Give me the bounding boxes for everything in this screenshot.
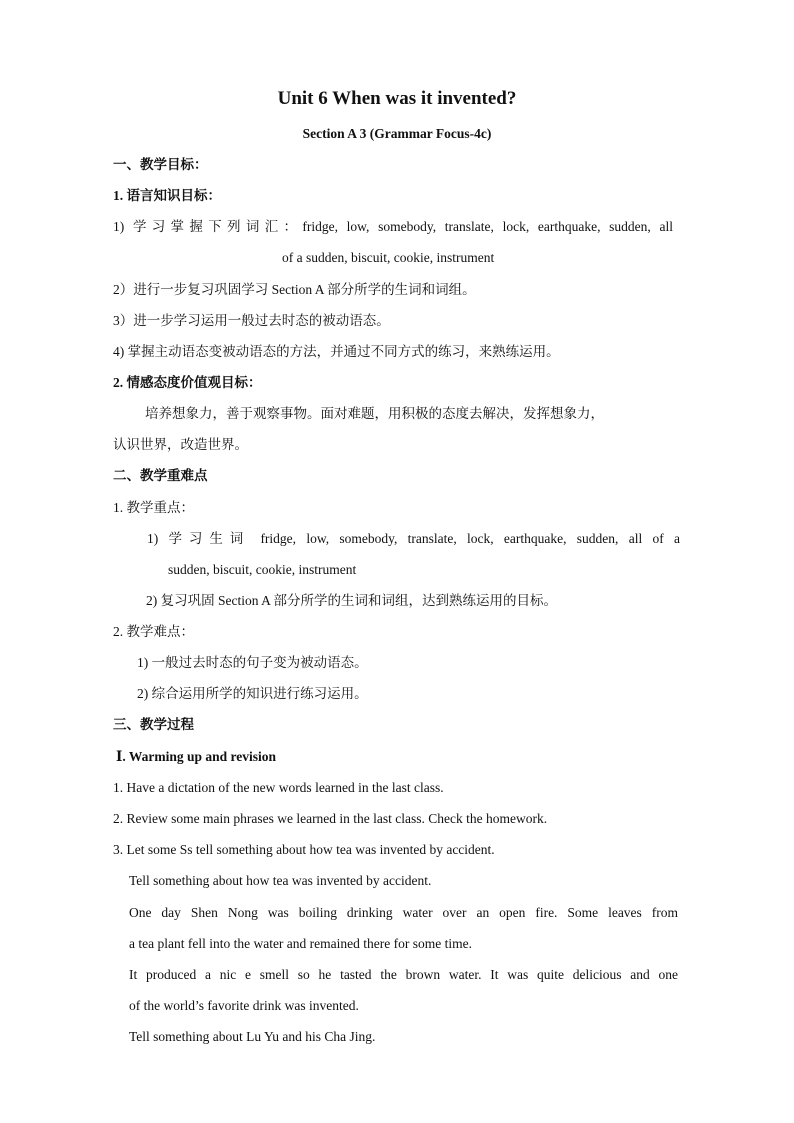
story-line-4: of the world’s favorite drink was invented. — [129, 998, 359, 1013]
heading-objectives: 一、教学目标： — [113, 157, 208, 172]
document-title: Unit 6 When was it invented? — [277, 88, 517, 109]
focus-item-2: 2) 复习巩固 Section A 部分所学的生词和词组，达到熟练运用的目标。 — [146, 593, 557, 608]
heading-process: 三、教学过程 — [113, 717, 194, 732]
heading-warming: Ⅰ. Warming up and revision — [116, 749, 276, 764]
process-step-1: 1. Have a dictation of the new words learned in the last class. — [113, 780, 444, 795]
process-step-2: 2. Review some main phrases we learned in the last class. Check the homework. — [113, 811, 548, 826]
knowledge-item-2: 2）进行一步复习巩固学习 Section A 部分所学的生词和词组。 — [113, 282, 476, 297]
story-line-2: a tea plant fell into the water and remained there for some time. — [129, 936, 472, 951]
document-subtitle: Section A 3 (Grammar Focus-4c) — [302, 126, 492, 141]
difficult-item-2: 2) 综合运用所学的知识进行练习运用。 — [137, 686, 368, 701]
knowledge-item-3: 3）进一步学习运用一般过去时态的被动语态。 — [113, 313, 390, 328]
story-line-1: One day Shen Nong was boiling drinking water over an open fire. Some leaves from — [129, 905, 678, 920]
knowledge-item-1: 1) 学习掌握下列词汇：fridge, low, somebody, translate, lock, earthquake, sudden, all — [113, 219, 673, 234]
focus-label: 1. 教学重点： — [113, 500, 194, 515]
tell-something-2: Tell something about Lu Yu and his Cha Jing. — [129, 1029, 376, 1044]
heading-keypoints: 二、教学重难点 — [113, 468, 208, 483]
process-step-3: 3. Let some Ss tell something about how tea was invented by accident. — [113, 842, 495, 857]
knowledge-item-4: 4) 掌握主动语态变被动语态的方法，并通过不同方式的练习，来熟练运用。 — [113, 344, 560, 359]
story-line-3: It produced a nic e smell so he tasted the brown water. It was quite delicious and one — [129, 967, 678, 982]
focus-item-1: 1) 学习生词 fridge, low, somebody, translate, lock, earthquake, sudden, all of a — [147, 531, 680, 546]
difficult-label: 2. 教学难点： — [113, 624, 194, 639]
difficult-item-1: 1) 一般过去时态的句子变为被动语态。 — [137, 655, 368, 670]
focus-item-1-cont: sudden, biscuit, cookie, instrument — [168, 562, 357, 577]
attitude-text-2: 认识世界，改造世界。 — [113, 437, 248, 452]
knowledge-item-1-cont: of a sudden, biscuit, cookie, instrument — [282, 250, 495, 265]
tell-something-1: Tell something about how tea was invented by accident. — [129, 873, 432, 888]
heading-knowledge: 1. 语言知识目标： — [113, 188, 221, 203]
attitude-text-1: 培养想象力，善于观察事物。面对难题，用积极的态度去解决，发挥想象力， — [145, 406, 604, 421]
heading-attitude: 2. 情感态度价值观目标： — [113, 375, 262, 390]
